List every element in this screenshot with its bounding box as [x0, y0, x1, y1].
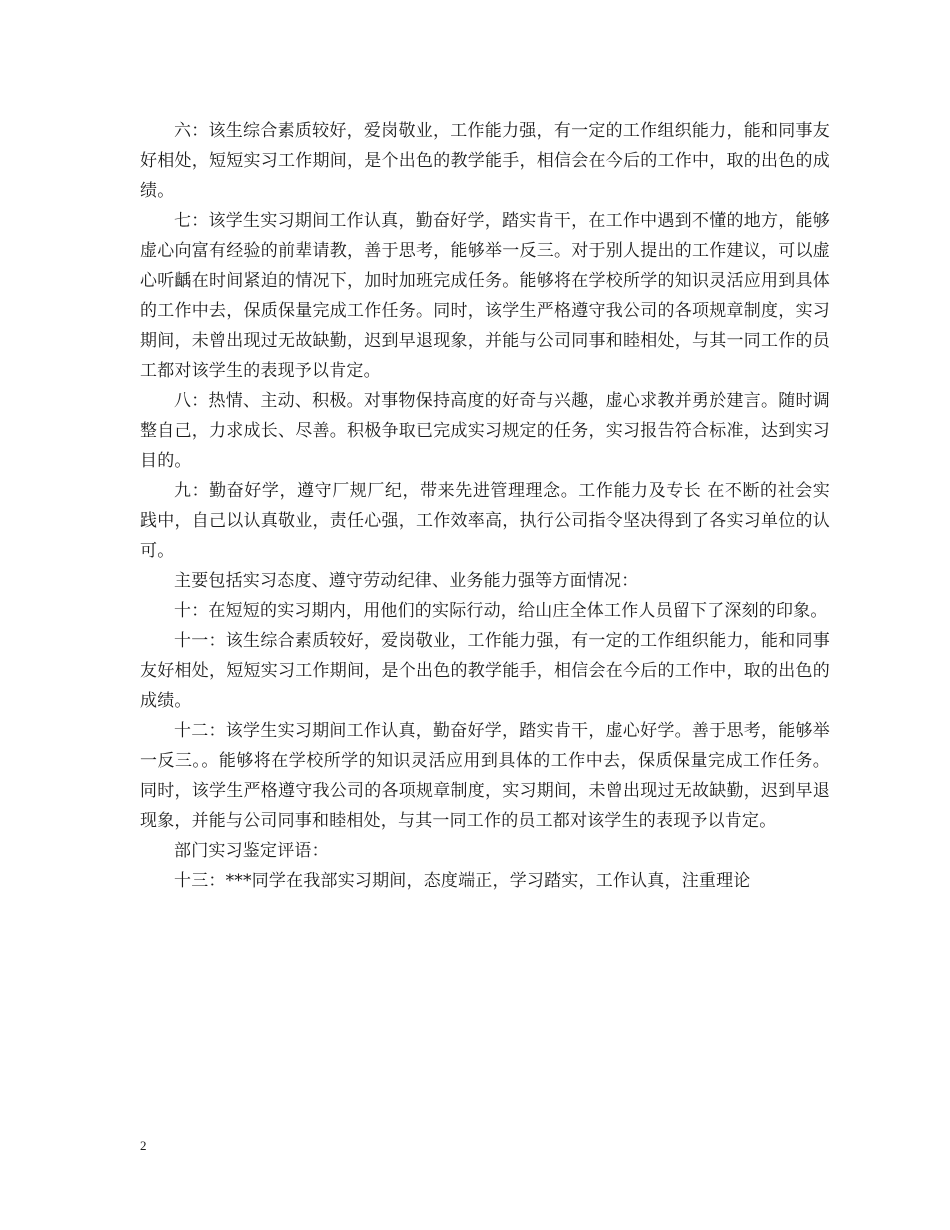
paragraph-summary: 主要包括实习态度、遵守劳动纪律、业务能力强等方面情况：: [174, 571, 639, 591]
paragraph-10: 十：在短短的实习期内，用他们的实际行动，给山庄全体工作人员留下了深刻的印象。: [174, 601, 828, 621]
paragraph-12: 十二：该学生实习期间工作认真，勤奋好学，踏实肯干，虚心好学。善于思考，能够举一反三。。能够将在学校所学的知识灵活应用到具体的工作中去，保质保量完成工作任务。同时，该学生严格遵守我公司的各项规章制度，实习期间，未曾出现过无故缺勤，迟到早退现象，并能与公司同事和睦相处，与其一同工作的员工都对该学生的表现予以肯定。: [140, 721, 830, 831]
section-heading-department-evaluation: 部门实习鉴定评语：: [174, 841, 329, 861]
paragraph-6: 六：该生综合素质较好，爱岗敬业，工作能力强，有一定的工作组织能力，能和同事友好相处，短短实习工作期间，是个出色的教学能手，相信会在今后的工作中，取的出色的成绩。: [140, 121, 830, 201]
paragraph-11: 十一：该生综合素质较好，爱岗敬业，工作能力强，有一定的工作组织能力，能和同事友好相处，短短实习工作期间，是个出色的教学能手，相信会在今后的工作中，取的出色的成绩。: [140, 631, 830, 711]
page-number: 2: [140, 1138, 147, 1153]
paragraph-8: 八：热情、主动、积极。对事物保持高度的好奇与兴趣，虚心求教并勇於建言。随时调整自己，力求成长、尽善。积极争取已完成实习规定的任务，实习报告符合标准，达到实习目的。: [140, 391, 830, 471]
paragraph-7: 七：该学生实习期间工作认真，勤奋好学，踏实肯干，在工作中遇到不懂的地方，能够虚心向富有经验的前辈请教，善于思考，能够举一反三。对于别人提出的工作建议，可以虚心听齲在时间紧迫的情况下，加时加班完成任务。能够将在学校所学的知识灵活应用到具体的工作中去，保质保量完成工作任务。同时，该学生严格遵守我公司的各项规章制度，实习期间，未曾出现过无故缺勤，迟到早退现象，并能与公司同事和睦相处，与其一同工作的员工都对该学生的表现予以肯定。: [140, 211, 830, 381]
document-body: [140, 116, 830, 896]
paragraph-13: 十三：***同学在我部实习期间，态度端正，学习踏实，工作认真，注重理论: [174, 871, 751, 891]
paragraph-9: 九：勤奋好学，遵守厂规厂纪，带来先进管理理念。工作能力及专长 在不断的社会实践中，自己以认真敬业，责任心强，工作效率高，执行公司指令坚决得到了各实习单位的认可。: [140, 481, 830, 561]
